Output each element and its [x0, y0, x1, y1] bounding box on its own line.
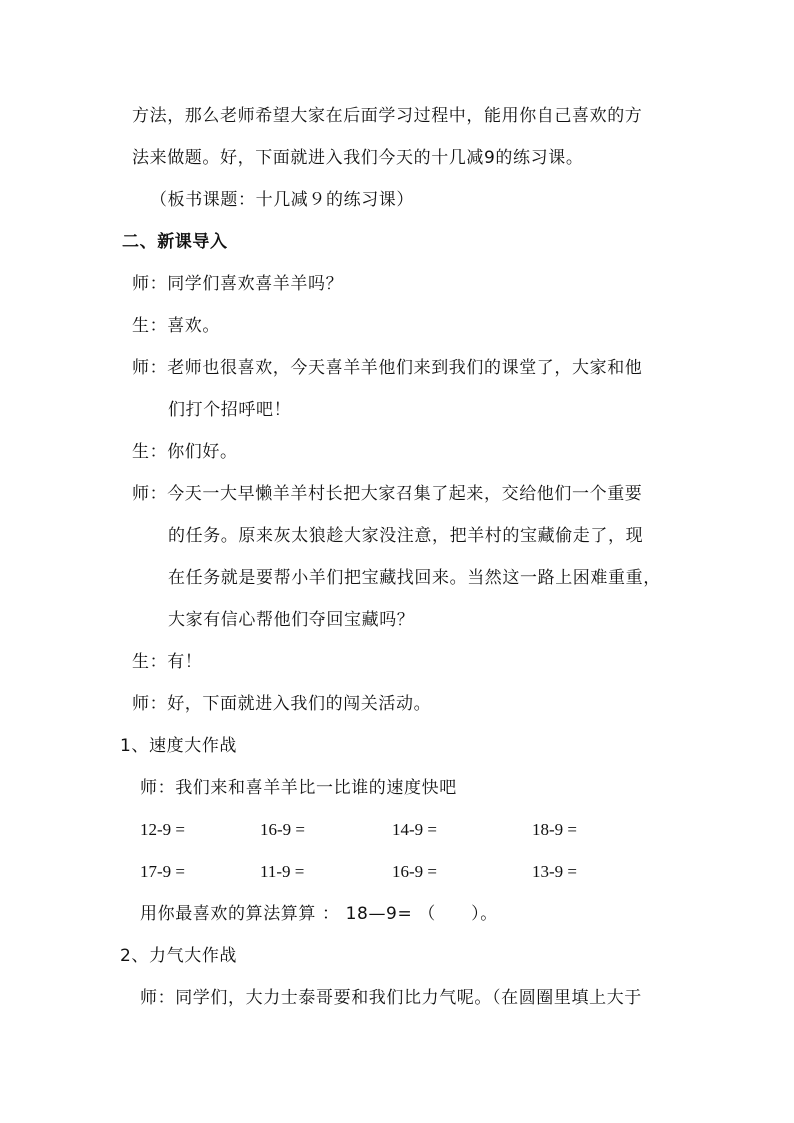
- activity-teacher-line: 师：我们来和喜羊羊比一比谁的速度快吧: [140, 778, 457, 798]
- dialogue-turn: [132, 272, 343, 296]
- speaker-label: 生：: [132, 316, 168, 336]
- speech-continuation: 们打个招呼吧！: [168, 400, 292, 420]
- speech-text: 你们好。: [167, 442, 238, 462]
- exercise-item: 11-9 =: [260, 862, 305, 881]
- speech-text: 今天一大早懒羊羊村长把大家召集了起来，交给他们一个重要: [167, 484, 643, 504]
- exercise-item: 18-9 =: [532, 820, 577, 839]
- speech-text: 喜欢。: [167, 316, 221, 336]
- board-note: （板书课题：十几减９的练习课）: [150, 190, 414, 210]
- speech-continuation: 的任务。原来灰太狼趁大家没注意，把羊村的宝藏偷走了，现: [168, 526, 644, 546]
- speaker-label: 师：: [132, 274, 168, 294]
- speech-text: 同学们喜欢喜羊羊吗？: [167, 274, 344, 294]
- favorite-method-line: 用你最喜欢的算法算算 ： 18—9= （ ）。: [140, 904, 498, 924]
- dialogue-turn: [132, 440, 238, 464]
- section-heading-new-lesson: 二、新课导入: [122, 232, 228, 252]
- speaker-label: 生：: [132, 652, 168, 672]
- exercise-item: 14-9 =: [392, 820, 437, 839]
- exercise-item: 17-9 =: [140, 862, 185, 881]
- dialogue-turn: [132, 314, 220, 338]
- speaker-label: 生：: [132, 442, 168, 462]
- exercise-item: 12-9 =: [140, 820, 185, 839]
- activity-heading-speed: 1、速度大作战: [120, 736, 238, 756]
- intro-line-2: 法来做题。好，下面就进入我们今天的十几减9的练习课。: [132, 148, 584, 168]
- dialogue-turn: [132, 692, 431, 716]
- dialogue-turn: [132, 650, 202, 674]
- speaker-label: 师：: [132, 694, 168, 714]
- speech-text: 好，下面就进入我们的闯关活动。: [167, 694, 432, 714]
- speaker-label: 师：: [132, 358, 168, 378]
- exercise-item: 16-9 =: [260, 820, 305, 839]
- intro-line-1: 方法，那么老师希望大家在后面学习过程中，能用你自己喜欢的方: [132, 106, 643, 126]
- dialogue-turn: [132, 482, 642, 506]
- activity-heading-strength: 2、力气大作战: [120, 946, 238, 966]
- speech-continuation: 大家有信心帮他们夺回宝藏吗？: [168, 610, 415, 630]
- speech-text: 有！: [167, 652, 203, 672]
- dialogue-turn: [132, 356, 642, 380]
- activity-teacher-line: 师：同学们，大力士泰哥要和我们比力气呢。（在圆圈里填上大于: [140, 988, 642, 1008]
- speech-continuation: 在任务就是要帮小羊们把宝藏找回来。当然这一路上困难重重，: [168, 568, 661, 588]
- speech-text: 老师也很喜欢，今天喜羊羊他们来到我们的课堂了，大家和他: [167, 358, 643, 378]
- exercise-item: 13-9 =: [532, 862, 577, 881]
- exercise-item: 16-9 =: [392, 862, 437, 881]
- speaker-label: 师：: [132, 484, 168, 504]
